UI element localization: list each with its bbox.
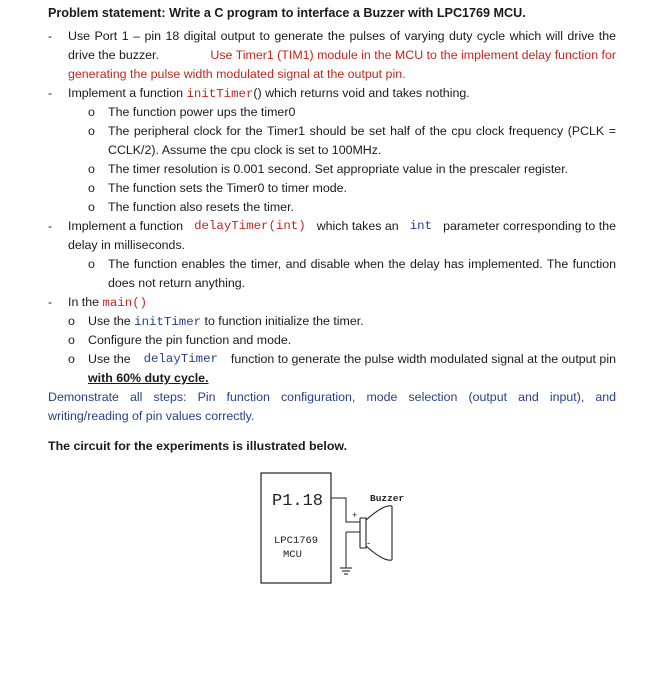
circle-bullet-icon: o	[88, 162, 95, 176]
sub-item: The peripheral clock for the Timer1 should be set half of the cpu clock frequency (PCLK =	[108, 124, 616, 138]
circle-bullet-icon: o	[68, 333, 75, 347]
sub-item: The function sets the Timer0 to timer mode.	[108, 181, 347, 195]
code-main: main()	[102, 296, 148, 310]
bullet1-red-text: Use Timer1 (TIM1) module in the MCU to the implement delay function for	[210, 48, 616, 62]
code-int: int	[409, 219, 433, 233]
circuit-diagram	[250, 468, 430, 588]
bullet2-heading: Implement a function initTimer() which returns void and takes nothing.	[68, 86, 470, 101]
dash-bullet: -	[48, 86, 53, 100]
sub-item-cont: does not return anything.	[108, 276, 246, 290]
sub-item: Use the delayTimer function to generate the pulse width modulated signal at the output pin	[88, 352, 616, 366]
pin-label: P1.18	[272, 492, 324, 511]
bullet1-text: drive the buzzer.	[68, 48, 159, 62]
circle-bullet-icon: o	[68, 314, 75, 328]
circle-bullet-icon: o	[68, 352, 75, 366]
sub-item: The function power ups the timer0	[108, 105, 296, 119]
bullet1-line1: Use Port 1 – pin 18 digital output to generate the pulses of varying duty cycle which will drive the	[68, 29, 616, 43]
code-inittimer: initTimer	[186, 87, 254, 101]
sub-item: The timer resolution is 0.001 second. Set appropriate value in the prescaler register.	[108, 162, 569, 176]
sub-item: The function also resets the timer.	[108, 200, 294, 214]
code-inittimer: initTimer	[134, 315, 202, 329]
code-delaytimer: delayTimer(int)	[194, 219, 306, 233]
mcu-box	[261, 473, 331, 583]
mcu-label-1: LPC1769	[274, 535, 319, 547]
circle-bullet-icon: o	[88, 105, 95, 119]
code-delaytimer: delayTimer	[143, 352, 218, 366]
duty-cycle-note: with 60% duty cycle.	[88, 371, 209, 385]
buzzer-icon	[360, 506, 392, 560]
demo-line1: Demonstrate all steps: Pin function configuration, mode selection (output and input), and	[48, 390, 616, 404]
sub-item: Configure the pin function and mode.	[88, 333, 292, 347]
circuit-caption: The circuit for the experiments is illustrated below.	[48, 439, 348, 453]
plus-label: +	[352, 511, 358, 521]
circle-bullet-icon: o	[88, 181, 95, 195]
problem-title: Problem statement: Write a C program to interface a Buzzer with LPC1769 MCU.	[48, 6, 526, 20]
circle-bullet-icon: o	[88, 124, 95, 138]
sub-item: The function enables the timer, and disable when the delay has implemented. The function	[108, 257, 616, 271]
minus-label: -	[366, 539, 372, 549]
sub-item-cont: CCLK/2). Assume the cpu clock is set to 100MHz.	[108, 143, 382, 157]
dash-bullet: -	[48, 295, 53, 309]
bullet3-line2: delay in milliseconds.	[68, 238, 186, 252]
circuit-wires	[331, 498, 360, 568]
dash-bullet: -	[48, 29, 53, 43]
dash-bullet: -	[48, 219, 53, 233]
demo-line2: writing/reading of pin values correctly.	[48, 409, 255, 423]
sub-item: Use the initTimer to function initialize the timer.	[88, 314, 364, 329]
circle-bullet-icon: o	[88, 200, 95, 214]
mcu-label-2: MCU	[283, 549, 302, 561]
circle-bullet-icon: o	[88, 257, 95, 271]
ground-icon	[340, 568, 352, 574]
bullet1-line2	[68, 48, 616, 62]
bullet3-heading: Implement a function delayTimer(int) which takes an int parameter corresponding to the	[68, 219, 616, 233]
bullet1-line3: generating the pulse width modulated signal at the output pin.	[68, 67, 406, 81]
buzzer-label: Buzzer	[370, 493, 405, 504]
bullet4-heading: In the main()	[68, 295, 148, 310]
